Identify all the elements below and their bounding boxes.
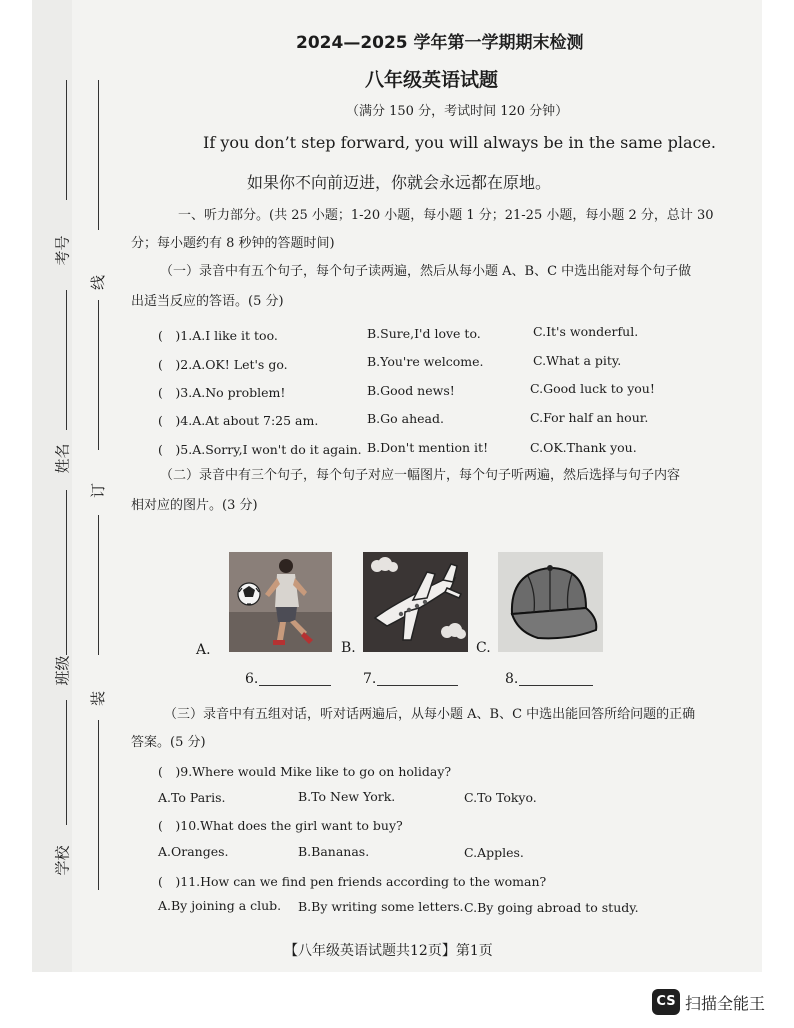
motto-english: If you don’t step forward, you will always be in the same place. xyxy=(203,133,717,152)
question-9: ( )9.Where would Mike like to go on holiday? xyxy=(158,764,452,779)
option-3c: C.Good luck to you! xyxy=(530,381,655,396)
camscanner-watermark-text: 扫描全能王 xyxy=(685,994,766,1013)
answer-blank-8: 8. xyxy=(505,671,519,687)
picture-c-cap xyxy=(498,552,603,652)
motto-chinese: 如果你不向前迈进，你就会永远都在原地。 xyxy=(247,173,552,192)
binding-line xyxy=(98,515,99,655)
binding-field-line xyxy=(66,490,67,655)
part3-instruction-line2: 答案。(5 分) xyxy=(131,735,206,750)
binding-mark-ding: 订 xyxy=(89,482,108,499)
option-3b: B.Good news! xyxy=(367,383,455,398)
option-10c: C.Apples. xyxy=(464,845,524,860)
question-4: ( )4.A.At about 7:25 am. xyxy=(158,413,319,428)
question-11: ( )11.How can we find pen friends according to the woman? xyxy=(158,874,547,889)
option-9c: C.To Tokyo. xyxy=(464,790,537,805)
question-1: ( )1.A.I like it too. xyxy=(158,328,278,343)
option-9b: B.To New York. xyxy=(298,789,396,804)
score-info: （满分 150 分，考试时间 120 分钟） xyxy=(346,104,569,119)
binding-field-line xyxy=(66,700,67,825)
label-name: 姓名 xyxy=(53,443,72,474)
option-1b: B.Sure,I'd love to. xyxy=(367,326,481,341)
question-5: ( )5.A.Sorry,I won't do it again. xyxy=(158,442,362,457)
option-5c: C.OK.Thank you. xyxy=(530,440,637,455)
label-exam-number: 考号 xyxy=(53,235,72,266)
option-2c: C.What a pity. xyxy=(533,353,622,368)
label-class: 班级 xyxy=(53,655,72,686)
binding-mark-zhuang: 装 xyxy=(89,690,108,707)
question-2: ( )2.A.OK! Let's go. xyxy=(158,357,288,372)
page-footer: 【八年级英语试题共12页】第1页 xyxy=(284,943,493,959)
answer-blank-6: 6. xyxy=(245,671,259,687)
option-11a: A.By joining a club. xyxy=(158,898,282,913)
option-2b: B.You're welcome. xyxy=(367,354,484,369)
option-4b: B.Go ahead. xyxy=(367,411,444,426)
answer-line-6[interactable] xyxy=(259,685,331,686)
binding-mark-xian: 线 xyxy=(89,274,108,291)
exam-title: 2024—2025 学年第一学期期末检测 xyxy=(296,33,584,53)
binding-field-line xyxy=(66,290,67,430)
answer-line-8[interactable] xyxy=(519,685,593,686)
picture-label-b: B. xyxy=(341,640,356,656)
option-11c: C.By going abroad to study. xyxy=(464,900,639,915)
option-9a: A.To Paris. xyxy=(158,790,226,805)
picture-a-football-player xyxy=(229,552,332,652)
binding-line xyxy=(98,720,99,890)
camscanner-logo-icon: CS xyxy=(652,989,680,1015)
option-10b: B.Bananas. xyxy=(298,844,370,859)
option-11b: B.By writing some letters. xyxy=(298,899,464,914)
binding-line xyxy=(98,80,99,230)
option-5b: B.Don't mention it! xyxy=(367,440,489,455)
answer-blank-7: 7. xyxy=(363,671,377,687)
exam-subtitle: 八年级英语试题 xyxy=(365,69,499,91)
picture-b-airplane xyxy=(363,552,468,652)
part1-instruction-line1: （一）录音中有五个句子，每个句子读两遍，然后从每小题 A、B、C 中选出能对每个句子做 xyxy=(160,264,692,279)
picture-label-c: C. xyxy=(476,640,491,656)
option-1c: C.It's wonderful. xyxy=(533,324,639,339)
option-4c: C.For half an hour. xyxy=(530,410,649,425)
part3-instruction-line1: （三）录音中有五组对话，听对话两遍后，从每小题 A、B、C 中选出能回答所给问题的正确 xyxy=(164,707,696,722)
section1-instruction-line2: 分；每小题约有 8 秒钟的答题时间) xyxy=(131,236,335,251)
binding-field-line xyxy=(66,80,67,200)
part2-instruction-line2: 相对应的图片。(3 分) xyxy=(131,498,258,513)
part1-instruction-line2: 出适当反应的答语。(5 分) xyxy=(131,294,284,309)
option-10a: A.Oranges. xyxy=(158,844,229,859)
label-school: 学校 xyxy=(53,845,72,876)
answer-line-7[interactable] xyxy=(377,685,458,686)
question-10: ( )10.What does the girl want to buy? xyxy=(158,818,403,833)
binding-line xyxy=(98,300,99,450)
section1-instruction-line1: 一、听力部分。(共 25 小题；1-20 小题，每小题 1 分；21-25 小题，每小题 2 分，总计 30 xyxy=(178,208,714,223)
question-3: ( )3.A.No problem! xyxy=(158,385,286,400)
picture-label-a: A. xyxy=(196,642,211,658)
part2-instruction-line1: （二）录音中有三个句子，每个句子对应一幅图片，每个句子听两遍，然后选择与句子内容 xyxy=(160,468,681,483)
